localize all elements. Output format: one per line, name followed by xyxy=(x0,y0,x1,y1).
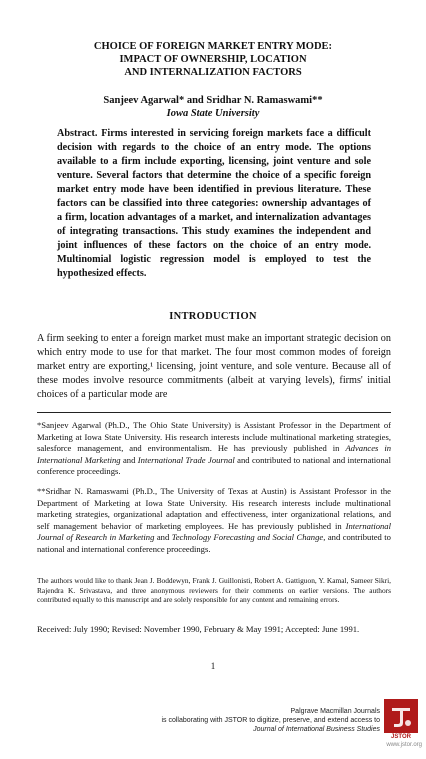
footnote-first-author xyxy=(37,420,391,478)
page-number: 1 xyxy=(210,661,216,671)
banner-publisher: Palgrave Macmillan Journals xyxy=(290,708,380,715)
author-block xyxy=(30,94,396,120)
footnote-1-text-a: *Sanjeev Agarwal (Ph.D., The Ohio State University) is Assistant Professor in the Department of Marketing at Iowa State University. His research interests include multinational marketing strategies, salesforce management, and environmentalism. He has previously published in xyxy=(37,420,391,453)
banner-text xyxy=(50,708,380,734)
title-line-1: CHOICE OF FOREIGN MARKET ENTRY MODE: xyxy=(93,41,333,52)
footnote-2-journal-1: International Journal of Research in Marketing xyxy=(37,520,391,542)
footnote-1-text-c: and contributed to national and international conference proceedings. xyxy=(37,454,391,476)
footnote-2-text-b: and xyxy=(154,532,172,542)
received-dates: Received: July 1990; Revised: November 1990, February & May 1991; Accepted: June 1991. xyxy=(37,624,360,634)
footnote-2-text-a: **Sridhar N. Ramaswami (Ph.D., The University of Texas at Austin) is Assistant Professor in the Department of Marketing at Iowa State University. His research interests include multinational marketing strategies, organizational adaptation and effectiveness, inter organizational relations, and self management behavior of marketing employees. He has previously published in xyxy=(37,486,391,531)
banner-journal: Journal of International Business Studies xyxy=(253,725,380,733)
jstor-url-link[interactable]: www.jstor.org xyxy=(386,742,422,748)
jstor-logo-icon[interactable] xyxy=(384,699,418,733)
footnote-2-journal-2: Technology Forecasting and Social Change xyxy=(171,532,324,542)
jstor-logo-label: JSTOR xyxy=(391,734,411,740)
article-title xyxy=(30,40,396,79)
footnote-divider xyxy=(37,412,391,413)
abstract xyxy=(57,127,371,281)
jstor-banner[interactable] xyxy=(0,691,426,759)
section-heading: INTRODUCTION xyxy=(169,311,257,322)
acknowledgement-note: The authors would like to thank Jean J. Boddewyn, Frank J. Guillonisti, Robert A. Gattiguon, Y. Kamal, Sameer Sikri, Rajendra K. Srivastava, and three anonymous reviewers for their comments on earlier versions. The authors contributed equally to this manuscript and are solely responsible for any content and remaining errors. xyxy=(37,576,391,605)
abstract-text: Firms interested in servicing foreign markets face a difficult decision with regards to the choice of an entry mode. The options available to a firm include exporting, licensing, joint venture and sole venture. Several factors that determine the choice of a specific foreign market entry mode have been identified in previous literature. These factors can be classified into three categories: ownership advantages of a firm, location advantages of a market, and internalization advantages of integrating transactions. This study examines the independent and joint influences of these factors on the choice of an entry mode. Multinomial logistic regression model is employed to test the hypothesized effects. xyxy=(57,128,372,279)
title-line-3: AND INTERNALIZATION FACTORS xyxy=(124,67,302,78)
footnote-1-journal-2: International Trade Journal xyxy=(137,454,235,465)
footnote-2-text-c: , and contributed to national and international conference proceedings. xyxy=(37,532,391,554)
banner-statement: is collaborating with JSTOR to digitize, preserve, and extend access to xyxy=(161,716,380,724)
title-line-2: IMPACT OF OWNERSHIP, LOCATION xyxy=(119,54,307,65)
footnote-second-author xyxy=(37,486,391,555)
abstract-label: Abstract. xyxy=(57,128,98,139)
intro-paragraph: A firm seeking to enter a foreign market must make an important strategic decision on which entry mode to use for that market. The four most common modes of foreign market entry are exporting,¹ licensing, joint venture, and sole venture. Because all of these modes involve resource commitments (albeit at varying levels), firms' initial choices of a particular mode are xyxy=(37,333,391,400)
footnote-1-journal-1: Advances in International Marketing xyxy=(37,443,391,465)
footnote-1-text-b: and xyxy=(120,454,138,465)
author-affiliation: Iowa State University xyxy=(166,108,260,119)
author-names: Sanjeev Agarwal* and Sridhar N. Ramaswami** xyxy=(103,95,323,106)
